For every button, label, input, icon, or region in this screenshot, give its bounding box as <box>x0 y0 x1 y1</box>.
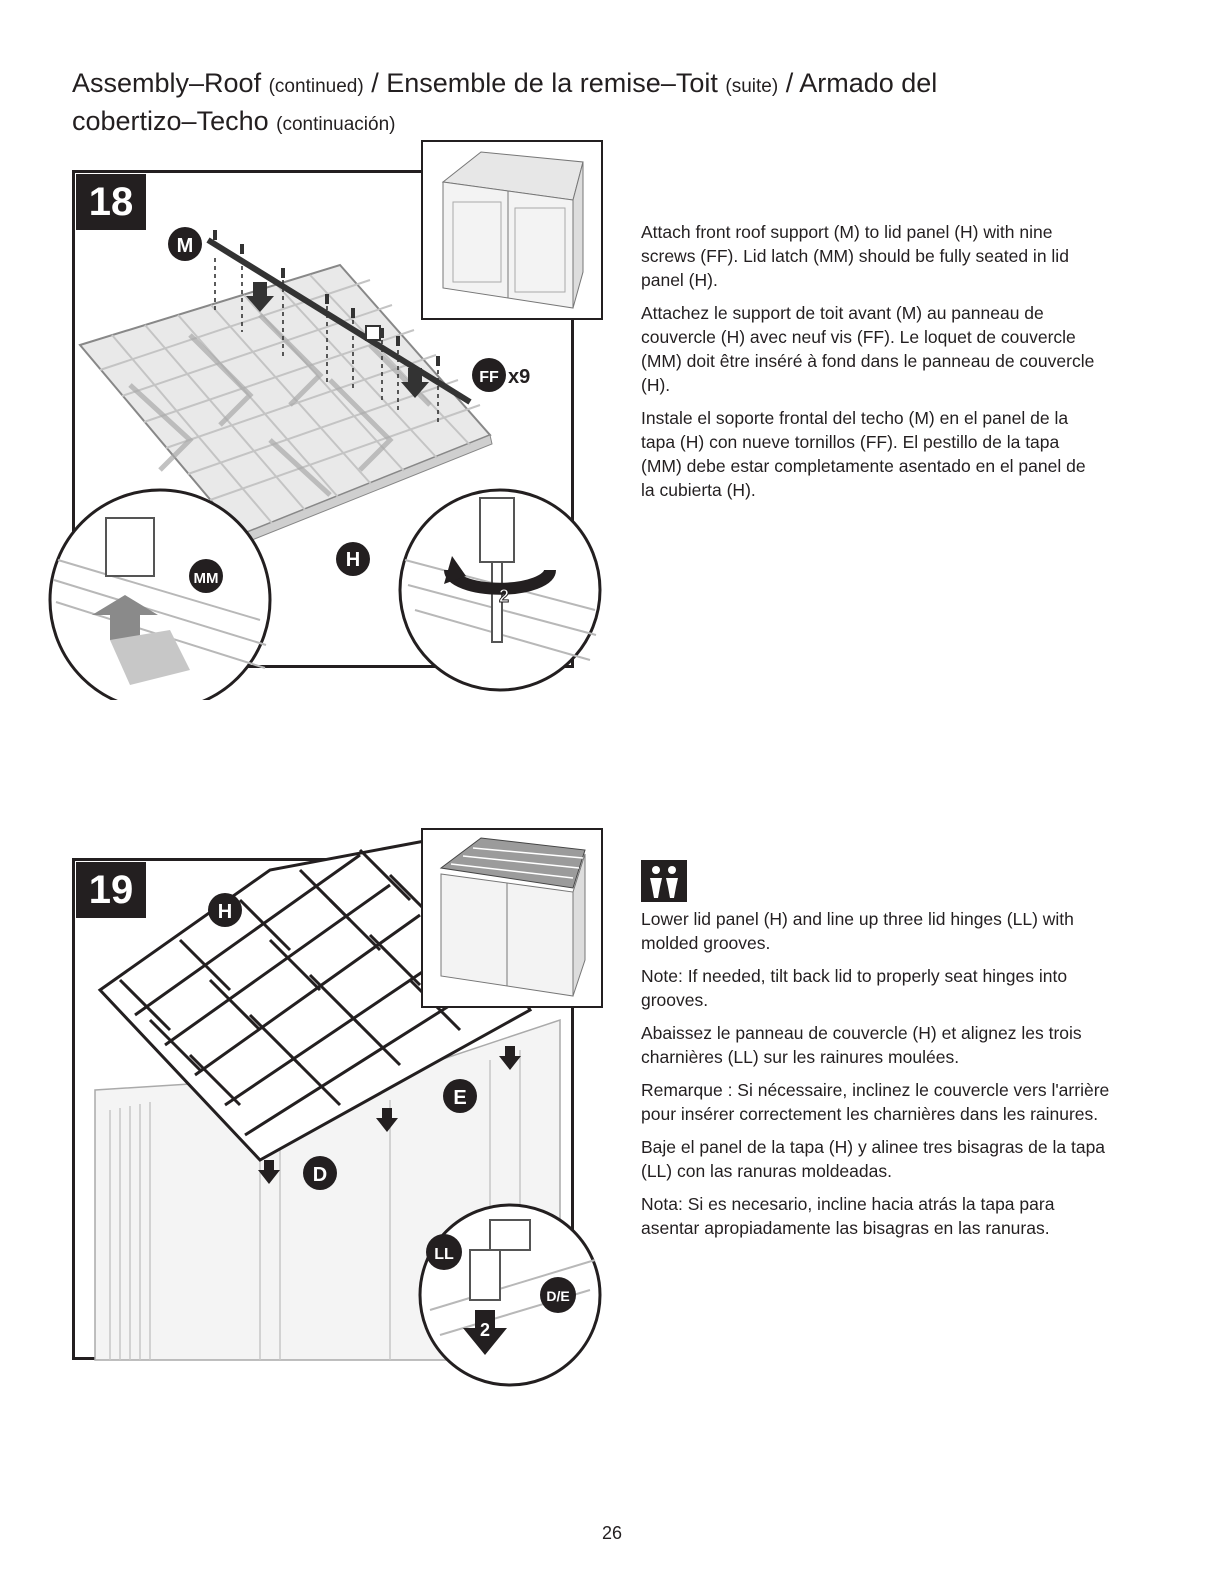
step-18-text-fr: Attachez le support de toit avant (M) au panneau de couvercle (H) avec neuf vis (FF). Le loquet de couvercle (MM) doit être inséré à fond dans le panneau de couvercle (H). <box>641 303 1095 395</box>
label-mm: MM <box>193 570 219 587</box>
step-19-text-fr: Abaissez le panneau de couvercle (H) et alignez les trois charnières (LL) sur les rainures moulées. <box>641 1023 1082 1067</box>
title-en-sub: (continued) <box>268 76 364 97</box>
step-18-instructions <box>641 220 1101 511</box>
title-en: Assembly–Roof <box>72 68 262 98</box>
label-de: D/E <box>546 1288 570 1304</box>
shed-thumbnail-18 <box>423 142 601 318</box>
step-19-text-es: Baje el panel de la tapa (H) y alinee tres bisagras de la tapa (LL) con las ranuras moldeadas. <box>641 1137 1106 1181</box>
step-19-text-en: Lower lid panel (H) and line up three lid hinges (LL) with molded grooves. <box>641 909 1074 953</box>
label-h: H <box>345 549 361 571</box>
step-19-inset <box>421 828 603 1008</box>
label-m: M <box>176 235 194 257</box>
step-19-note-en: Note: If needed, tilt back lid to properly seat hinges into grooves. <box>641 966 1068 1010</box>
label-ll: LL <box>434 1246 454 1263</box>
label-h-19: H <box>217 901 233 923</box>
label-d: D <box>312 1164 328 1186</box>
step-18-text-en: Attach front roof support (M) to lid panel (H) with nine screws (FF). Lid latch (MM) should be fully seated in lid panel (H). <box>641 222 1069 290</box>
step-19-note-es: Nota: Si es necesario, incline hacia atrás la tapa para asentar apropiadamente las bisagras en las ranuras. <box>641 1194 1055 1238</box>
step-19-number <box>76 862 146 918</box>
step-18-number-text: 18 <box>88 180 134 224</box>
step-18-number <box>76 174 146 230</box>
label-ff: FF <box>479 369 499 386</box>
title-es-sub: (continuación) <box>276 114 396 135</box>
page-number: 26 <box>601 1523 623 1543</box>
title-fr: / Ensemble de la remise–Toit <box>371 68 718 98</box>
label-step19-2: 2 <box>479 1320 491 1340</box>
title-es-cont: cobertizo–Techo <box>72 106 269 136</box>
two-person-icon <box>641 860 687 902</box>
title-es: / Armado del <box>785 68 938 98</box>
shed-thumbnail-19 <box>423 830 601 1006</box>
step-18-inset <box>421 140 603 320</box>
title-fr-sub: (suite) <box>725 76 779 97</box>
step-19-note-fr: Remarque : Si nécessaire, inclinez le couvercle vers l'arrière pour insérer correctement les charnières dans les rainures. <box>641 1080 1110 1124</box>
label-e: E <box>453 1087 467 1109</box>
label-step18-2: 2 <box>498 586 510 606</box>
step-18-text-es: Instale el soporte frontal del techo (M) en el panel de la tapa (H) con nueve tornillos (FF). El pestillo de la tapa (MM) debe estar completamente asentado en el panel de la cubierta (H). <box>641 408 1086 500</box>
step-19-number-text: 19 <box>88 868 134 912</box>
page-title <box>72 66 972 142</box>
label-ff-qty: x9 <box>508 366 531 388</box>
step-19-instructions <box>641 907 1111 1249</box>
